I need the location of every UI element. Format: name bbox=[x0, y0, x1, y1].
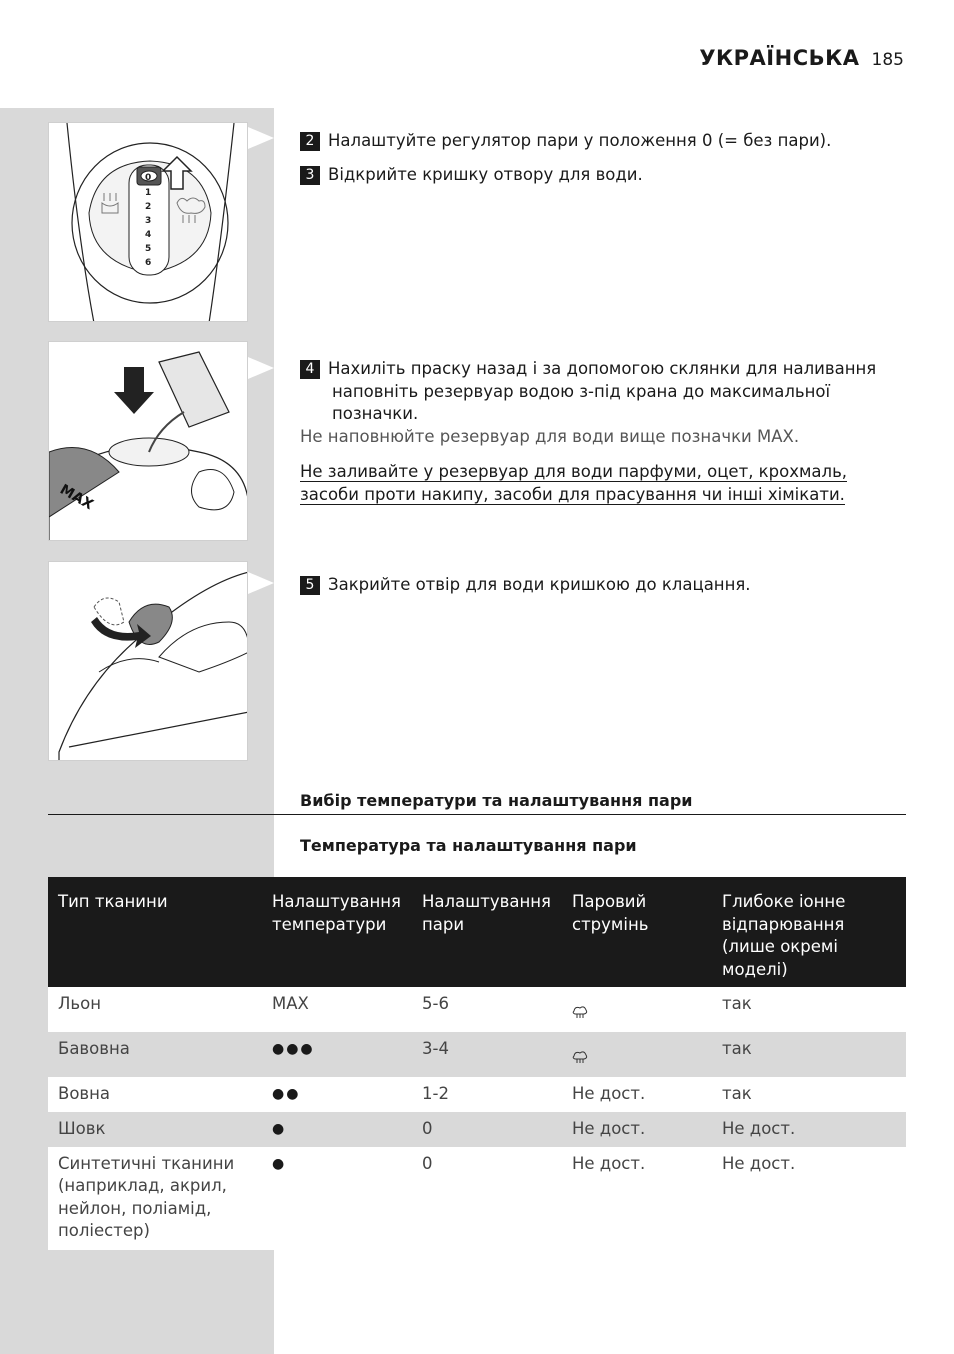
cell-fabric: Бавовна bbox=[48, 1032, 262, 1077]
subsection-title: Температура та налаштування пари bbox=[300, 836, 637, 855]
dial-label-5: 5 bbox=[145, 244, 152, 254]
cell-temperature: MAX bbox=[262, 987, 412, 1032]
header-ionic: Глибоке іонне відпарювання (лише окремі моделі) bbox=[712, 877, 906, 987]
cell-ionic: так bbox=[712, 1077, 906, 1112]
header-steam: Налаштування пари bbox=[412, 877, 562, 987]
temperature-steam-table bbox=[48, 877, 906, 1250]
dial-label-3: 3 bbox=[145, 216, 152, 226]
table-row bbox=[48, 987, 906, 1032]
cell-fabric: Льон bbox=[48, 987, 262, 1032]
table-row bbox=[48, 1032, 906, 1077]
step-2 bbox=[300, 130, 900, 153]
step-text: Нахиліть праску назад і за допомогою склянки для наливання наповніть резервуар водою з-під крана до максимальної позначки. bbox=[328, 359, 877, 423]
page-number: 185 bbox=[871, 50, 904, 70]
cell-temperature: ●●● bbox=[262, 1032, 412, 1077]
steam-icon bbox=[572, 1003, 588, 1026]
max-label: MAX bbox=[57, 481, 96, 514]
language-title: УКРАЇНСЬКА bbox=[699, 46, 860, 70]
cell-steam: 3-4 bbox=[412, 1032, 562, 1077]
step-number: 5 bbox=[300, 576, 320, 595]
cell-fabric: Синтетичні тканини (наприклад, акрил, нейлон, поліамід, поліестер) bbox=[48, 1147, 262, 1250]
table-header-row bbox=[48, 877, 906, 987]
cell-steam-shot bbox=[562, 987, 712, 1032]
header-fabric-type: Тип тканини bbox=[48, 877, 262, 987]
figure-steam-dial bbox=[48, 122, 248, 322]
steam-icon bbox=[572, 1048, 588, 1071]
cell-steam-shot: Не дост. bbox=[562, 1112, 712, 1147]
figure-fill-water bbox=[48, 341, 248, 541]
figure-close-lid bbox=[48, 561, 248, 761]
step-number: 3 bbox=[300, 166, 320, 185]
step-text: Налаштуйте регулятор пари у положення 0 (= без пари). bbox=[328, 131, 832, 150]
step-number: 2 bbox=[300, 132, 320, 151]
table-row bbox=[48, 1112, 906, 1147]
step-text: Закрийте отвір для води кришкою до клацання. bbox=[328, 575, 751, 594]
cell-steam: 5-6 bbox=[412, 987, 562, 1032]
cell-steam: 0 bbox=[412, 1112, 562, 1147]
section-title: Вибір температури та налаштування пари bbox=[300, 791, 693, 810]
page-header bbox=[699, 46, 904, 70]
cell-fabric: Вовна bbox=[48, 1077, 262, 1112]
cell-steam-shot: Не дост. bbox=[562, 1147, 712, 1250]
cell-steam: 1-2 bbox=[412, 1077, 562, 1112]
step-4-note: Не наповнюйте резервуар для води вище позначки MAX. bbox=[300, 427, 800, 446]
table-row bbox=[48, 1077, 906, 1112]
cell-ionic: так bbox=[712, 1032, 906, 1077]
dial-label-4: 4 bbox=[145, 230, 152, 240]
cell-ionic: так bbox=[712, 987, 906, 1032]
warning-text bbox=[300, 460, 896, 506]
cell-fabric: Шовк bbox=[48, 1112, 262, 1147]
header-steam-shot: Паровий струмінь bbox=[562, 877, 712, 987]
dial-label-1: 1 bbox=[145, 188, 152, 198]
step-number: 4 bbox=[300, 360, 320, 379]
figure-pointer bbox=[248, 127, 274, 149]
dial-label-6: 6 bbox=[145, 258, 152, 268]
dial-label-0: 0 bbox=[145, 173, 152, 183]
cell-steam: 0 bbox=[412, 1147, 562, 1250]
cell-temperature: ● bbox=[262, 1147, 412, 1250]
section-divider bbox=[48, 814, 906, 815]
cell-steam-shot bbox=[562, 1032, 712, 1077]
step-4 bbox=[300, 358, 906, 426]
cell-temperature: ● bbox=[262, 1112, 412, 1147]
header-temperature: Налаштування температури bbox=[262, 877, 412, 987]
cell-steam-shot: Не дост. bbox=[562, 1077, 712, 1112]
table-row bbox=[48, 1147, 906, 1250]
warning-underlined: Не заливайте у резервуар для води парфуми, оцет, крохмаль, засоби проти накипу, засоби для прасування чи інші хімікати. bbox=[300, 462, 848, 504]
cell-temperature: ●● bbox=[262, 1077, 412, 1112]
figure-pointer bbox=[248, 572, 274, 594]
cell-ionic: Не дост. bbox=[712, 1147, 906, 1250]
step-5 bbox=[300, 574, 900, 597]
figure-pointer bbox=[248, 357, 274, 379]
step-3 bbox=[300, 164, 900, 187]
dial-label-2: 2 bbox=[145, 202, 152, 212]
cell-ionic: Не дост. bbox=[712, 1112, 906, 1147]
step-text: Відкрийте кришку отвору для води. bbox=[328, 165, 643, 184]
